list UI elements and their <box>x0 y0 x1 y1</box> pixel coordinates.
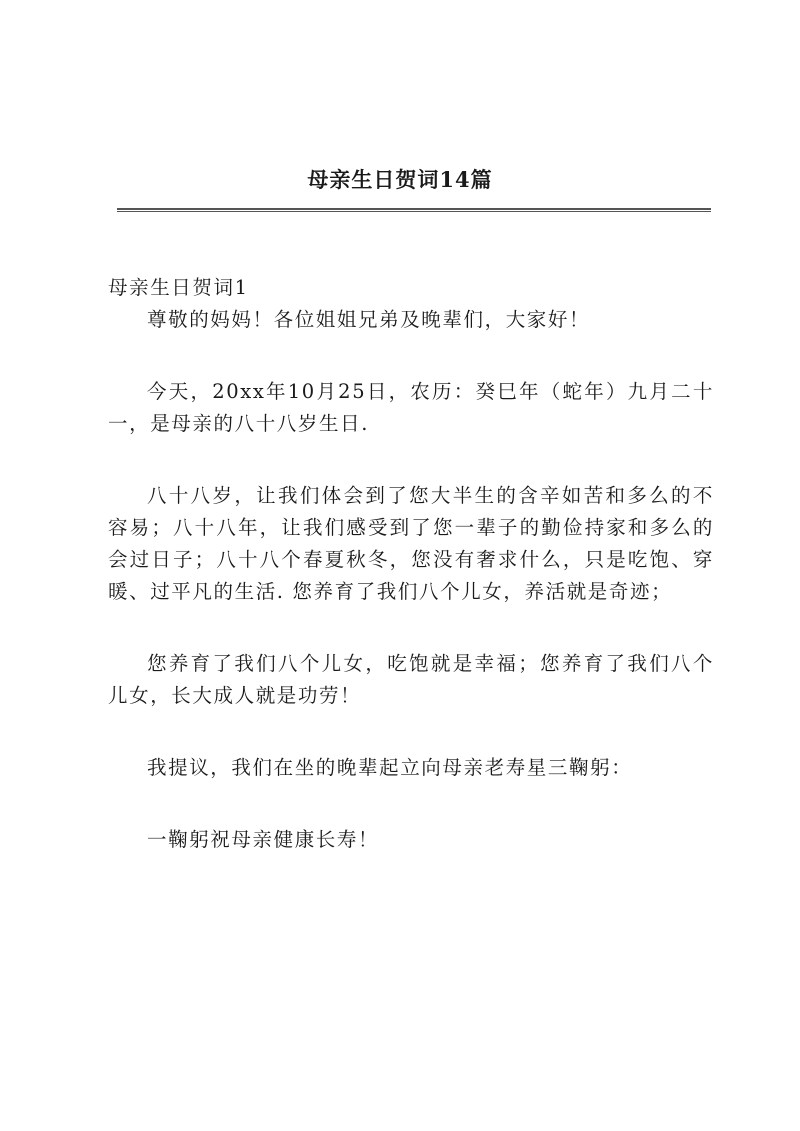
paragraph-date: 今天，20xx年10月25日，农历：癸巳年（蛇年）九月二十一，是母亲的八十八岁生日. <box>108 380 714 435</box>
paragraph-children: 您养育了我们八个儿女，吃饱就是幸福；您养育了我们八个儿女，长大成人就是功劳！ <box>108 652 714 707</box>
paragraph-proposal: 我提议，我们在坐的晚辈起立向母亲老寿星三鞠躬： <box>147 756 633 779</box>
document-title: 母亲生日贺词14篇 <box>307 167 493 192</box>
paragraph-greeting: 尊敬的妈妈！各位姐姐兄弟及晚辈们，大家好！ <box>147 308 591 331</box>
title-divider <box>117 208 711 212</box>
paragraph-first-bow: 一鞠躬祝母亲健康长寿！ <box>147 828 380 851</box>
section-heading: 母亲生日贺词1 <box>108 276 249 299</box>
paragraph-eighty-eight: 八十八岁，让我们体会到了您大半生的含辛如苦和多么的不容易；八十八年，让我们感受到了您一辈子的勤俭持家和多么的会过日子；八十八个春夏秋冬，您没有奢求什么，只是吃饱、穿暖、过平凡的生活. 您养育了我们八个儿女，养活就是奇迹； <box>108 484 714 603</box>
document-body <box>108 272 714 856</box>
